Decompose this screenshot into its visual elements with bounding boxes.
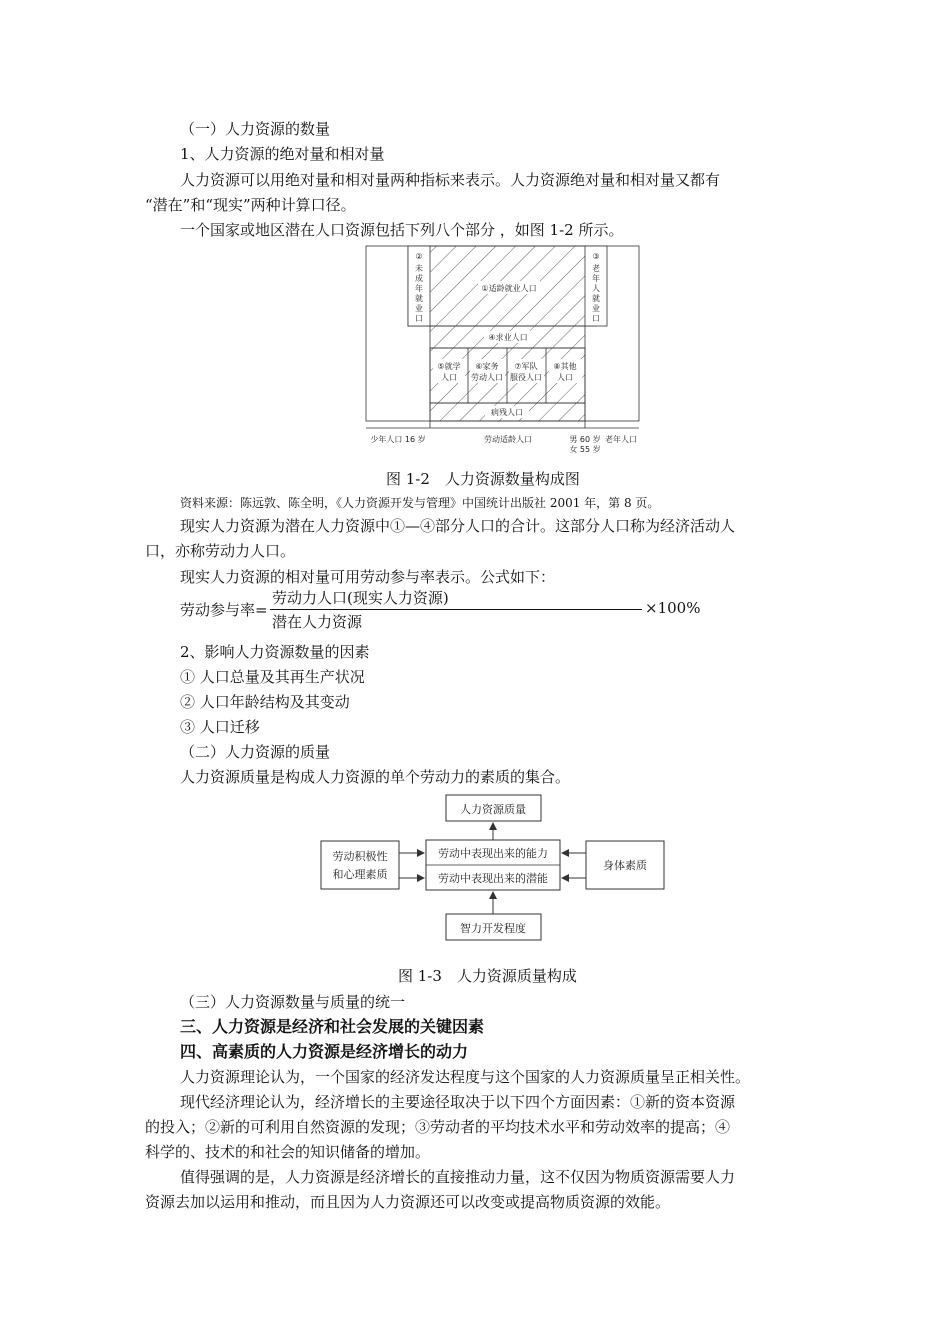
disabled-label: 病残人口 <box>491 408 523 417</box>
formula-denominator: 潜在人力资源 <box>272 613 363 631</box>
population-composition-diagram <box>360 243 645 453</box>
axis-labor-label: 劳动适龄人口 <box>484 435 532 444</box>
other-population-label: ⑧其他 <box>553 362 577 371</box>
figure-caption: 图 1-2 人力资源数量构成图 <box>386 470 580 488</box>
svg-text:劳动人口: 劳动人口 <box>471 373 503 382</box>
svg-text:口: 口 <box>415 314 423 323</box>
figure-source: 资料来源：陈远敦、陈全明，《人力资源开发与管理》中国统计出版社 2001 年，第 8 页。 <box>180 496 660 510</box>
list-item: ② 人口年龄结构及其变动 <box>180 693 350 711</box>
paragraph: 现实人力资源的相对量可用劳动参与率表示。公式如下： <box>180 568 556 586</box>
svg-text:劳动积极性: 劳动积极性 <box>332 850 388 863</box>
paragraph: 口，亦称劳动力人口。 <box>145 542 296 560</box>
paragraph: 人力资源可以用绝对量和相对量两种指标来表示。人力资源绝对量和相对量又都有 <box>180 171 721 189</box>
motivation-box <box>321 841 399 889</box>
elderly-employed-label: ③ <box>592 252 600 261</box>
minor-employed-label: ② <box>415 252 423 261</box>
list-item: ① 人口总量及其再生产状况 <box>180 668 365 686</box>
formula-multiplier: ×100% <box>645 599 701 617</box>
job-seeking-label: ④求业人口 <box>488 333 528 342</box>
axis-minor-label: 少年人口 16 岁 <box>370 435 426 444</box>
section-heading: （一）人力资源的数量 <box>180 120 331 138</box>
paragraph: 资源去加以运用和推动，而且因为人力资源还可以改变或提高物质资源的效能。 <box>145 1193 671 1211</box>
paragraph: 一个国家或地区潜在人口资源包括下列八个部分 ，如图 1-2 所示。 <box>180 221 624 239</box>
military-label: ⑦军队 <box>514 362 538 371</box>
paragraph: 值得强调的是，人力资源是经济增长的直接推动力量，这不仅因为物质资源需要人力 <box>180 1168 736 1186</box>
quality-composition-diagram <box>318 792 670 944</box>
svg-text:智力开发程度: 智力开发程度 <box>460 922 526 935</box>
section-heading: （二）人力资源的质量 <box>180 743 331 761</box>
axis-male-label: 男 60 岁 <box>569 435 601 444</box>
svg-text:服役人口: 服役人口 <box>510 373 542 382</box>
axis-female-label: 女 55 岁 <box>569 445 601 453</box>
svg-text:人口: 人口 <box>557 373 573 382</box>
svg-text:未: 未 <box>415 264 423 273</box>
fraction-bar <box>270 609 642 610</box>
svg-text:成: 成 <box>415 274 423 283</box>
paragraph: 人力资源质量是构成人力资源的单个劳动力的素质的集合。 <box>180 768 571 786</box>
svg-text:和心理素质: 和心理素质 <box>332 868 388 881</box>
subsection-heading: 2、影响人力资源数量的因素 <box>180 643 370 661</box>
svg-text:年: 年 <box>415 284 423 293</box>
svg-text:老: 老 <box>592 264 600 273</box>
svg-text:就: 就 <box>592 294 600 303</box>
paragraph: 人力资源理论认为，一个国家的经济发达程度与这个国家的人力资源质量呈正相关性。 <box>180 1068 751 1086</box>
svg-text:人力资源质量: 人力资源质量 <box>460 803 526 816</box>
svg-text:身体素质: 身体素质 <box>603 859 647 872</box>
ability-label: 劳动中表现出来的能力 <box>438 847 548 860</box>
svg-text:人口: 人口 <box>441 373 457 382</box>
chapter-heading: 三、人力资源是经济和社会发展的关键因素 <box>180 1017 485 1036</box>
svg-text:就: 就 <box>415 294 423 303</box>
svg-text:人: 人 <box>592 284 600 293</box>
formula-label: 劳动参与率= <box>180 601 268 619</box>
potential-label: 劳动中表现出来的潜能 <box>438 872 548 885</box>
paragraph: 现代经济理论认为，经济增长的主要途径取决于以下四个方面因素：①新的资本资源 <box>180 1093 736 1111</box>
paragraph: 科学的、技术的和社会的知识储备的增加。 <box>145 1143 431 1161</box>
chapter-heading: 四、高素质的人力资源是经济增长的动力 <box>180 1042 469 1061</box>
paragraph: 现实人力资源为潜在人力资源中①—④部分人口的合计。这部分人口称为经济活动人 <box>180 517 736 535</box>
working-age-employed-label: ①适龄就业人口 <box>481 284 537 293</box>
svg-text:口: 口 <box>592 314 600 323</box>
svg-text:业: 业 <box>592 304 600 313</box>
household-labor-label: ⑥家务 <box>475 362 499 371</box>
svg-text:年: 年 <box>592 274 600 283</box>
svg-text:业: 业 <box>415 304 423 313</box>
section-heading: （三）人力资源数量与质量的统一 <box>180 993 406 1011</box>
subsection-heading: 1、人力资源的绝对量和相对量 <box>180 145 385 163</box>
formula-numerator: 劳动力人口(现实人力资源) <box>272 589 449 607</box>
figure-caption: 图 1-3 人力资源质量构成 <box>398 967 577 985</box>
students-label: ⑤就学 <box>437 362 461 371</box>
paragraph: “潜在”和“现实”两种计算口径。 <box>145 196 356 214</box>
paragraph: 的投入；②新的可利用自然资源的发现；③劳动者的平均技术水平和劳动效率的提高；④ <box>145 1118 731 1136</box>
axis-elder-label: 老年人口 <box>605 435 637 444</box>
list-item: ③ 人口迁移 <box>180 718 260 736</box>
